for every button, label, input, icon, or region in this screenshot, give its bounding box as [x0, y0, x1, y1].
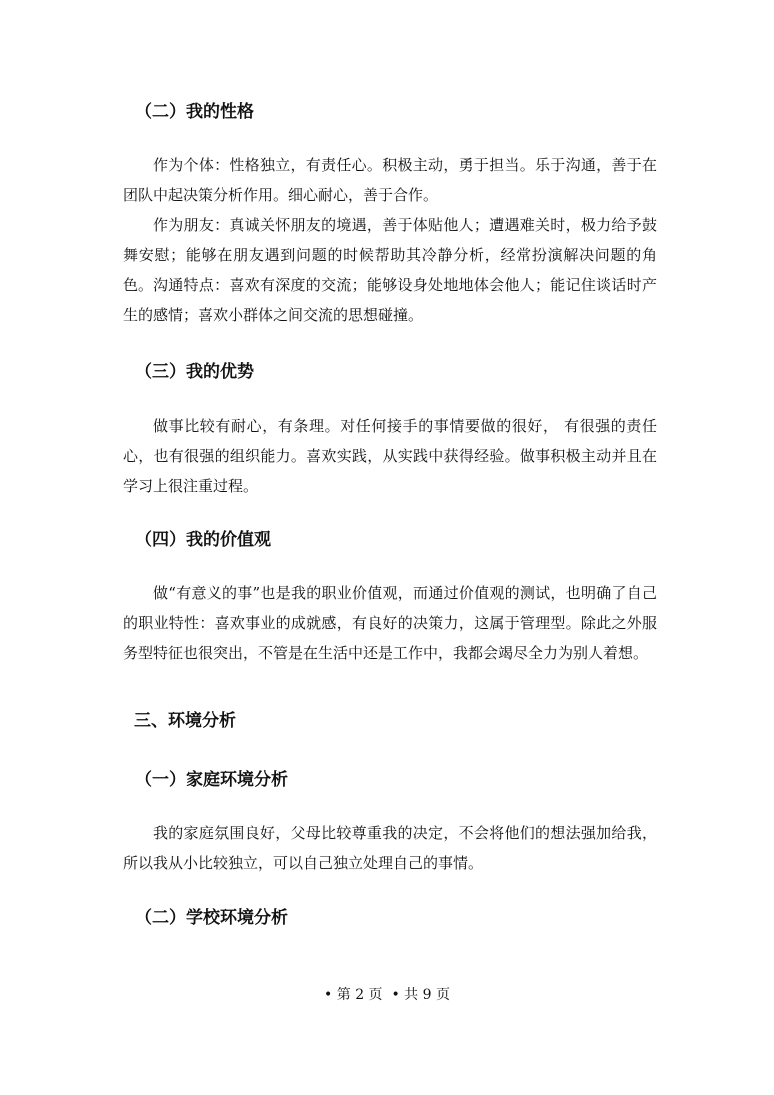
paragraph-family: 我的家庭氛围良好，父母比较尊重我的决定，不会将他们的想法强加给我，所以我从小比较独立，可以自己独立处理自己的事情。: [123, 824, 657, 872]
paragraph-strengths: 做事比较有耐心，有条理。对任何接手的事情要做的很好， 有很强的责任心，也有很强的组织能力。喜欢实践，从实践中获得经验。做事积极主动并且在学习上很注重过程。: [123, 417, 657, 495]
section-heading-family: （一）家庭环境分析: [135, 770, 288, 790]
section-heading-personality: （二）我的性格: [135, 102, 254, 122]
section-heading-values: （四）我的价值观: [135, 530, 271, 550]
paragraph-values: 做“有意义的事”也是我的职业价值观，而通过价值观的测试，也明确了自己的职业特性：喜欢事业的成就感，有良好的决策力，这属于管理型。除此之外服务型特征也很突出，不管是在生活中还是工作中，我都会竭尽全力为别人着想。: [123, 584, 657, 662]
page-footer: • 第 2 页 • 共 9 页: [324, 987, 450, 1003]
paragraph-communication: 沟通特点：喜欢有深度的交流；能够设身处地地体会他人；能记住谈话时产生的感情；喜欢小群体之间交流的思想碰撞。: [123, 276, 657, 324]
section-heading-strengths: （三）我的优势: [135, 362, 254, 382]
section-heading-school: （二）学校环境分析: [135, 908, 288, 928]
paragraph-as-friend: 作为朋友：真诚关怀朋友的境遇，善于体贴他人；遭遇难关时，极力给予鼓舞安慰；能够在朋友遇到问题的时候帮助其冷静分析，经常扮演解决问题的角色。: [123, 216, 657, 294]
chapter-heading-environment: 三、环境分析: [134, 711, 236, 731]
paragraph-as-individual: 作为个体：性格独立，有责任心。积极主动，勇于担当。乐于沟通，善于在团队中起决策分析作用。细心耐心，善于合作。: [123, 156, 657, 204]
